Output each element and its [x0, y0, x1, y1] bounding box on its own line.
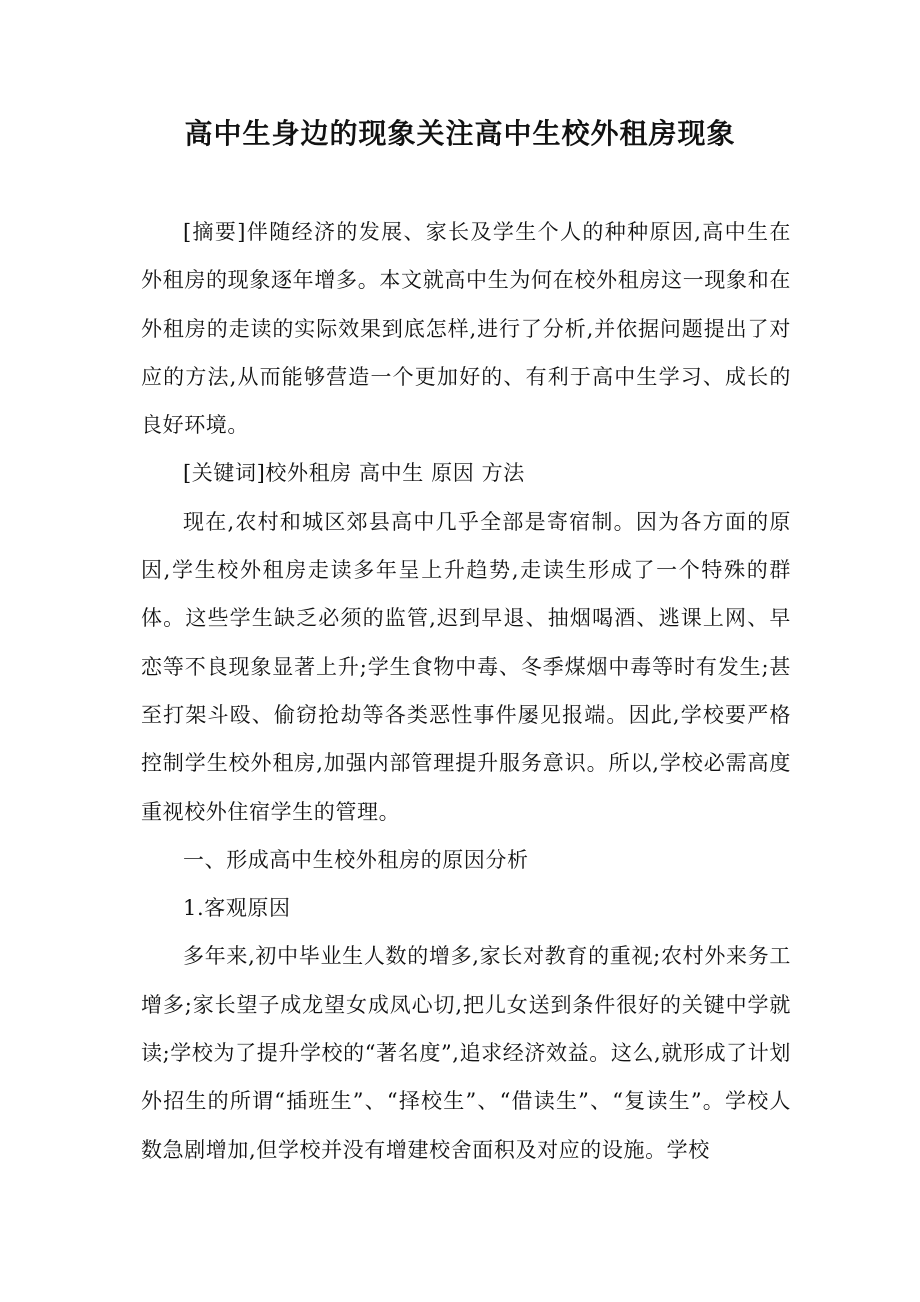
- keywords-paragraph: [关键词]校外租房 高中生 原因 方法: [183, 461, 525, 486]
- subsection-heading: 1.客观原因: [183, 896, 291, 921]
- intro-paragraph: 现在,农村和城区郊县高中几乎全部是寄宿制。因为各方面的原因,学生校外租房走读多年呈上升趋势,走读生形成了一个特殊的群体。这些学生缺乏必须的监管,迟到早退、抽烟喝酒、逃课上网、早恋等不良现象显著上升;学生食物中毒、冬季煤烟中毒等时有发生;甚至打架斗殴、偷窃抢劫等各类恶性事件屡见报端。因此,学校要严格控制学生校外租房,加强内部管理提升服务意识。所以,学校必需高度重视校外住宿学生的管理。: [141, 509, 791, 824]
- document-body: [141, 208, 791, 1174]
- body-paragraph: 多年来,初中毕业生人数的增多,家长对教育的重视;农村外来务工增多;家长望子成龙望女成凤心切,把儿女送到条件很好的关键中学就读;学校为了提升学校的“著名度”,追求经济效益。这么,就形成了计划外招生的所谓“插班生”、“择校生”、“借读生”、“复读生”。学校人数急剧增加,但学校并没有增建校舍面积及对应的设施。学校: [141, 944, 791, 1162]
- section-heading: 一、形成高中生校外租房的原因分析: [183, 847, 529, 872]
- document-title: 高中生身边的现象关注高中生校外租房现象: [184, 117, 736, 150]
- abstract-paragraph: [摘要]伴随经济的发展、家长及学生个人的种种原因,高中生在外租房的现象逐年增多。本文就高中生为何在校外租房这一现象和在外租房的走读的实际效果到底怎样,进行了分析,并依据问题提出了对应的方法,从而能够营造一个更加好的、有利于高中生学习、成长的良好环境。: [141, 220, 791, 438]
